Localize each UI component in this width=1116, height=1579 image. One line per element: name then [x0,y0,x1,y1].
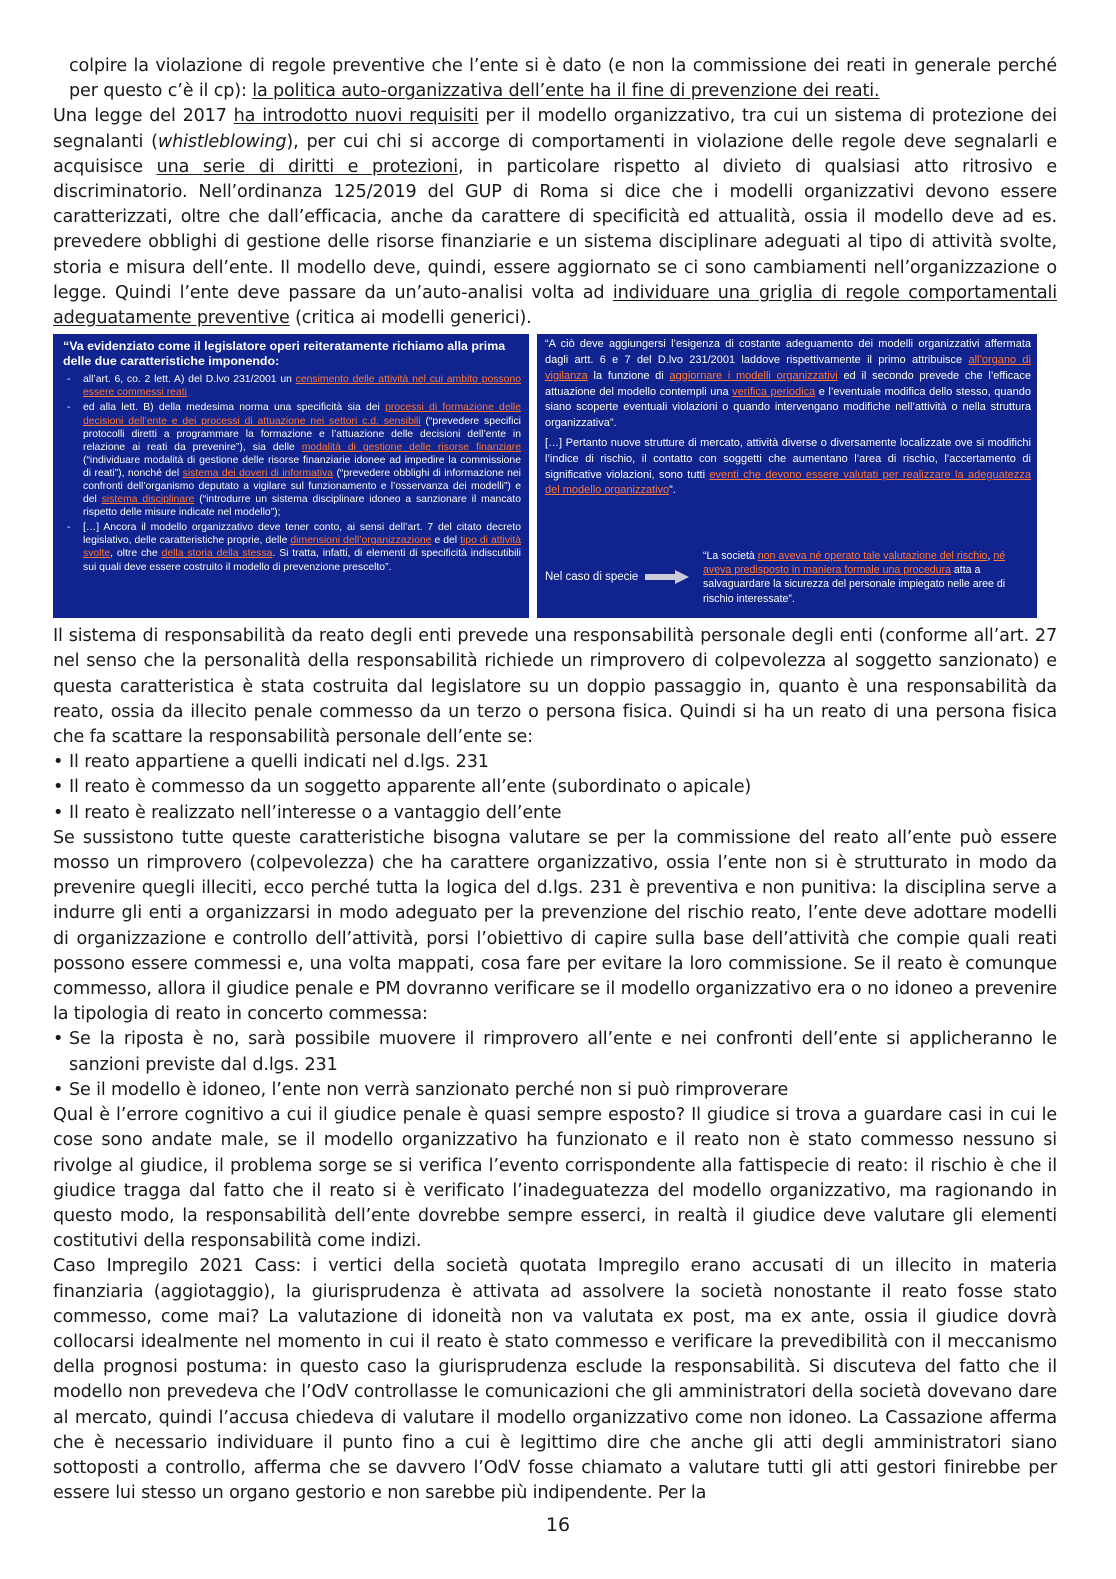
highlighted-phrase: aggiornare i modelli organizzativi [669,369,838,382]
paragraph-whistleblowing: Una legge del 2017 ha introdotto nuovi requisiti per il modello organizzativo, tra cui un sistema di protezione dei segnalanti (whistleblowing), per cui chi si accorge di comportamenti in violazione delle regole deve segnalarli e acquisisce una serie di diritti e protezioni, in particolare rispetto al divieto di qualsiasi atto ritrosivo e discriminatorio. Nell’ordinanza 125/2019 del GUP di Roma si dice che i modelli organizzativi devono essere caratterizzati, oltre che dall’efficacia, anche da carattere di specificità ed attualità, ossia il modello deve ad es. prevedere obblighi di gestione delle risorse finanziarie e un sistema disciplinare adeguati al tipo di attività svolte, storia e misura dell’ente. Il modello deve, quindi, essere aggiornato se ci sono cambiamenti nell’organizzazione o legge. Quindi l’ente deve passare da un’auto-analisi volta ad individuare una griglia di regole comportamentali adeguatamente preventive (critica ai modelli generici). [53,106,1057,329]
highlighted-phrase: sistema dei doveri di informativa [182,467,334,479]
highlighted-phrase: sistema disciplinare [101,494,195,506]
highlighted-phrase: verifica periodica [732,385,816,398]
highlighted-phrase: processi di formazione delle decisioni dell’ente e dei processi di attuazione nei settori c.d. sensibili [83,402,521,427]
bullet-item: • Il reato appartiene a quelli indicati nel d.lgs. 231 [53,750,1057,775]
highlighted-phrase: della storia della stessa [161,548,273,560]
slide-panel-left [53,334,529,618]
slide-bullet-list [63,373,521,573]
slide-bullet: - […] Ancora il modello organizzativo deve tener conto, ai sensi dell’art. 7 del citato decreto legislativo, delle caratteristiche proprie, delle dimensioni dell’organizzazione e del tipo di attività svolte, oltre che della storia della stessa. Si tratta, infatti, di elementi di specificità indiscutibili sui quali deve essere costruito il modello di prevenzione prescelto”. [63,521,521,573]
underlined-phrase: individuare una griglia di regole comportamentali adeguatamente preventive [53,282,1057,329]
italic-term: whistleblowing [157,131,287,152]
bullet-list-conditions [53,750,1057,826]
underlined-phrase: la politica auto-organizzativa dell’ente ha il fine di prevenzione dei reati. [252,81,880,102]
highlighted-phrase: non aveva né operato tale valutazione del rischio [757,549,988,562]
bullet-list-outcomes [53,1027,1057,1103]
case-quote: “La società non aveva né operato tale valutazione del rischio, né aveva predisposto in maniera formale una procedura atta a salvaguardare la sicurezza del personale impiegato nelle aree di rischio interessate”. [703,549,1006,605]
paragraph-colpevolezza: Se sussistono tutte queste caratteristiche bisogna valutare se per la commissione del reato all’ente può essere mosso un rimprovero (colpevolezza) che ha carattere organizzativo, ossia l’ente non si è strutturato in modo da prevenire quegli illeciti, ecco perché tutta la logica del d.lgs. 231 è preventiva e non punitiva: la disciplina serve a indurre gli enti a organizzarsi in modo adeguato per la prevenzione del rischio reato, l’ente deve adottare modelli di organizzazione e controllo dell’attività, porsi l’obiettivo di capire sulla base dell’attività che compie quali reati possono essere commessi e, una volta mappati, cosa fare per evitare la loro commissione. Se il reato è comunque commesso, allora il giudice penale e PM dovranno verificare se il modello organizzativo era o no idoneo a prevenire la tipologia di reato in concerto commessa: [53,827,1057,1025]
document-body [53,54,1057,1506]
highlighted-phrase: né aveva predisposto in maniera formale una procedura [703,549,1006,577]
slide-title: “Va evidenziato come il legislatore operi reiteratamente richiamo alla prima delle due caratteristiche imponendo: [63,339,506,369]
right-arrow-icon [645,570,689,584]
slide-case-row [545,549,1031,615]
bullet-item: • Il reato è commesso da un soggetto apparente all’ente (subordinato o apicale) [53,775,1057,800]
page-number: 16 [545,1514,571,1536]
bullet-item: • Il reato è realizzato nell’interesse o a vantaggio dell’ente [53,801,1057,826]
highlighted-phrase: all’organo di vigilanza [545,354,1031,382]
highlighted-phrase: eventi che devono essere valutati per realizzare la adeguatezza del modello organizzativo [545,468,1032,497]
embedded-slide-image [53,334,1057,618]
paragraph-responsabilita: Il sistema di responsabilità da reato degli enti prevede una responsabilità personale degli enti (conforme all’art. 27 nel senso che la personalità della responsabilità richiede un rimprovero di colpevolezza al soggetto sanzionato) e questa caratteristica è stata costruita dal legislatore su un doppio passaggio in, quanto è una responsabilità da reato, ossia da illecito penale commesso da un terzo o persona fisica. Quindi si ha un reato di una persona fisica che fa scattare la responsabilità personale dell’ente se: [53,626,1057,748]
underlined-phrase: una serie di diritti e protezioni [156,156,458,177]
highlighted-phrase: tipo di attività svolte [83,535,521,560]
paragraph-errore-cognitivo: Qual è l’errore cognitivo a cui il giudice penale è quasi sempre esposto? Il giudice si trova a guardare casi in cui le cose sono andate male, se il modello organizzativo ha funzionato e il reato non è stato commesso nessuno si rivolge al giudice, il problema sorge se si verifica l’evento corrispondente alla fattispecie di reato: il rischio è che il giudice tragga dal fatto che il reato si è verificato l’inadeguatezza del modello organizzativo, ma ragionando in questo modo, la responsabilità dell’ente dovrebbe sempre esserci, in realtà il giudice deve valutare gli elementi costitutivi della responsabilità come indizi. [53,1105,1057,1252]
paragraph-continuation: colpire la violazione di regole preventive che l’ente si è dato (e non la commissione dei reati in generale perché per questo c’è il cp): la politica auto-organizzativa dell’ente ha il fine di prevenzione dei reati. [69,56,1057,102]
bullet-item: • Se la riposta è no, sarà possibile muovere il rimprovero all’ente e nei confronti dell’ente si applicheranno le sanzioni previste dal d.lgs. 231 [53,1027,1057,1077]
highlighted-phrase: modalità di gestione delle risorse finanziare [301,441,522,453]
slide-bullet: - all’art. 6, co. 2 lett. A) del D.lvo 231/2001 un censimento delle attività nel cui ambito possono essere commessi reati [63,373,521,399]
underlined-phrase: ha introdotto nuovi requisiti [233,106,479,127]
case-label: Nel caso di specie [545,571,639,584]
bullet-item: • Se il modello è idoneo, l’ente non verrà sanzionato perché non si può rimproverare [53,1078,1057,1103]
highlighted-phrase: censimento delle attività nel cui ambito possono essere commessi reati [83,374,521,399]
slide-panel-right [537,334,1037,618]
slide-paragraph: […] Pertanto nuove strutture di mercato, attività diverse o diversamente localizzate ove si modifichi l’indice di rischio, il contatto con soggetti che aumentano l’area di rischio, l’accertamento di significative violazioni, sono tutti eventi che devono essere valutati per realizzare la adeguatezza del modello organizzativo”. [545,437,1032,497]
slide-paragraph: “A ciò deve aggiungersi l’esigenza di costante adeguamento dei modelli organizzativi affermata dagli artt. 6 e 7 del D.lvo 231/2001 laddove rispettivamente il primo attribuisce all’organo di vigilanza la funzione di aggiornare i modelli organizzativi ed il secondo prevede che l’efficace attuazione del modello contempli una verifica periodica e l’eventuale modifica dello stesso, quando siano scoperte eventuali violazioni o quando intervengano modifiche nell’attività o nella struttura organizzativa”. [545,338,1031,430]
highlighted-phrase: dimensioni dell’organizzazione [290,535,432,547]
paragraph-caso-impregilo: Caso Impregilo 2021 Cass: i vertici della società quotata Impregilo erano accusati di un illecito in materia finanziaria (aggiotaggio), la giurisprudenza è attivata ad assolvere la società nonostante il reato fosse stato commesso, come mai? La valutazione di idoneità non va valutata ex post, ma ex ante, ossia il giudice dovrà collocarsi idealmente nel momento in cui il reato è stato commesso e verificare la prevedibilità con il meccanismo della prognosi postuma: in questo caso la giurisprudenza esclude la responsabilità. Si discuteva del fatto che il modello non prevedeva che l’OdV controllasse le comunicazioni che gli amministratori della società dovevano dare al mercato, quindi l’accusa chiedeva di valutare il modello organizzativo come non idoneo. La Cassazione afferma che è necessario individuare il punto fino a cui è legittimo dire che anche gli atti degli amministratori siano sottoposti a controllo, afferma che se davvero l’OdV fosse chiamato a valutare tutti gli atti gestori finirebbe per essere lui stesso un organo gestorio e non sarebbe più indipendente. Per la [53,1256,1057,1504]
slide-bullet: - ed alla lett. B) della medesima norma una specificità sia dei processi di formazione delle decisioni dell’ente e dei processi di attuazione nei settori c.d. sensibili (“prevedere specifici protocolli diretti a programmare la formazione e l’attuazione delle decisioni dell’ente in relazione ai reati da prevenire”), sia delle modalità di gestione delle risorse finanziare (“individuare modalità di gestione delle risorse finanziarie idonee ad impedire la commissione di reati”), nonché del sistema dei doveri di informativa (“prevedere obblighi di informazione nei confronti dell’organismo deputato a vigilare sul funzionamento e l’osservanza dei modelli”) e del sistema disciplinare (“introdurre un sistema disciplinare idoneo a sanzionare il mancato rispetto delle misure indicate nel modello”); [63,401,521,519]
